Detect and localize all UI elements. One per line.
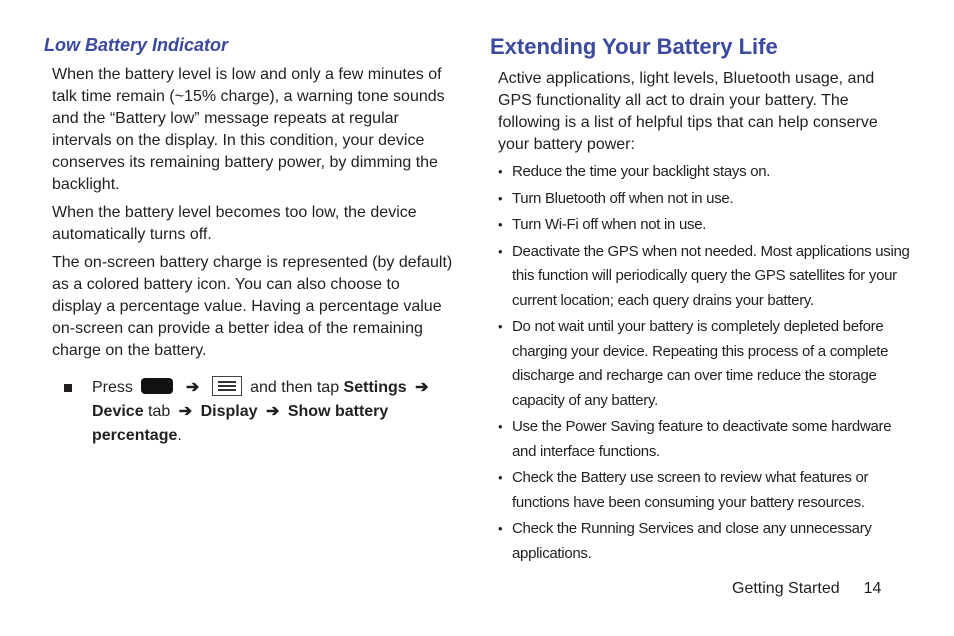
instruction-step — [52, 376, 454, 448]
low-battery-paragraph-3: The on-screen battery charge is represented (by default) as a colored battery icon. You can also choose to display a percentage value. Having a percentage value on-screen can provide a better idea of the remaining charge on the battery. — [52, 254, 453, 359]
bullet-icon: • — [498, 190, 503, 206]
menu-key-icon — [212, 376, 242, 396]
bullet-icon: • — [498, 521, 503, 536]
tip-text: Reduce the time your backlight stays on. — [512, 163, 771, 180]
bullet-icon: • — [498, 319, 503, 334]
list-item — [498, 187, 910, 212]
bullet-icon: • — [498, 217, 503, 232]
page-footer — [732, 578, 881, 600]
list-item — [498, 160, 910, 185]
arrow-icon: ➔ — [178, 403, 193, 420]
tip-text: Deactivate the GPS when not needed. Most applications using this function will periodically query the GPS satellites for your current location; each query drains your battery. — [512, 242, 910, 309]
settings-label: Settings — [343, 379, 407, 396]
device-label: Device — [92, 403, 144, 420]
footer-section-title: Getting Started — [732, 580, 840, 597]
left-column — [44, 34, 454, 448]
bullet-icon: • — [498, 419, 503, 434]
list-item — [498, 240, 910, 314]
right-column — [490, 34, 910, 568]
period: . — [177, 427, 182, 444]
show-battery-percentage-label: Show battery percentage — [92, 403, 389, 444]
battery-tips-list — [490, 160, 910, 566]
tip-text: Turn Bluetooth off when not in use. — [512, 189, 734, 207]
page-number: 14 — [863, 580, 882, 597]
tip-text: Do not wait until your battery is completely depleted before charging your device. Repeating this process of a complete discharge and recharge can over time reduce the storage capacity of any battery. — [512, 318, 889, 409]
display-label: Display — [200, 403, 258, 420]
extending-battery-heading: Extending Your Battery Life — [490, 34, 778, 59]
tip-text: Turn Wi-Fi off when not in use. — [512, 216, 707, 233]
bullet-icon: • — [498, 164, 503, 179]
list-item — [498, 213, 910, 238]
home-key-icon — [141, 378, 173, 394]
and-then-tap-label: and then tap — [250, 379, 340, 396]
extending-battery-intro: Active applications, light levels, Bluetooth usage, and GPS functionality all act to drain your battery. The following is a list of helpful tips that can help conserve your battery power: — [498, 70, 878, 153]
list-item — [498, 517, 910, 566]
tab-label: tab — [148, 403, 171, 420]
square-bullet-icon — [64, 384, 72, 392]
list-item — [498, 315, 910, 413]
bullet-icon: • — [498, 243, 503, 259]
low-battery-paragraph-2: When the battery level becomes too low, the device automatically turns off. — [52, 204, 417, 243]
press-label: Press — [92, 379, 133, 396]
low-battery-heading: Low Battery Indicator — [44, 35, 229, 55]
low-battery-paragraph-1: When the battery level is low and only a few minutes of talk time remain (~15% charge), a warning tone sounds and the “Battery low” message repeats at regular intervals on the display. In this condition, your device conserves its remaining battery power, by dimming the backlight. — [52, 66, 445, 193]
list-item — [498, 415, 910, 464]
bullet-icon: • — [498, 470, 503, 485]
arrow-icon: ➔ — [185, 379, 200, 396]
tip-text: Use the Power Saving feature to deactivate some hardware and interface functions. — [512, 418, 892, 460]
tip-text: Check the Running Services and close any unnecessary applications. — [512, 520, 872, 562]
list-item — [498, 466, 910, 515]
arrow-icon: ➔ — [265, 403, 280, 420]
arrow-icon: ➔ — [415, 379, 429, 396]
tip-text: Check the Battery use screen to review what features or functions have been consuming your battery resources. — [512, 469, 869, 511]
